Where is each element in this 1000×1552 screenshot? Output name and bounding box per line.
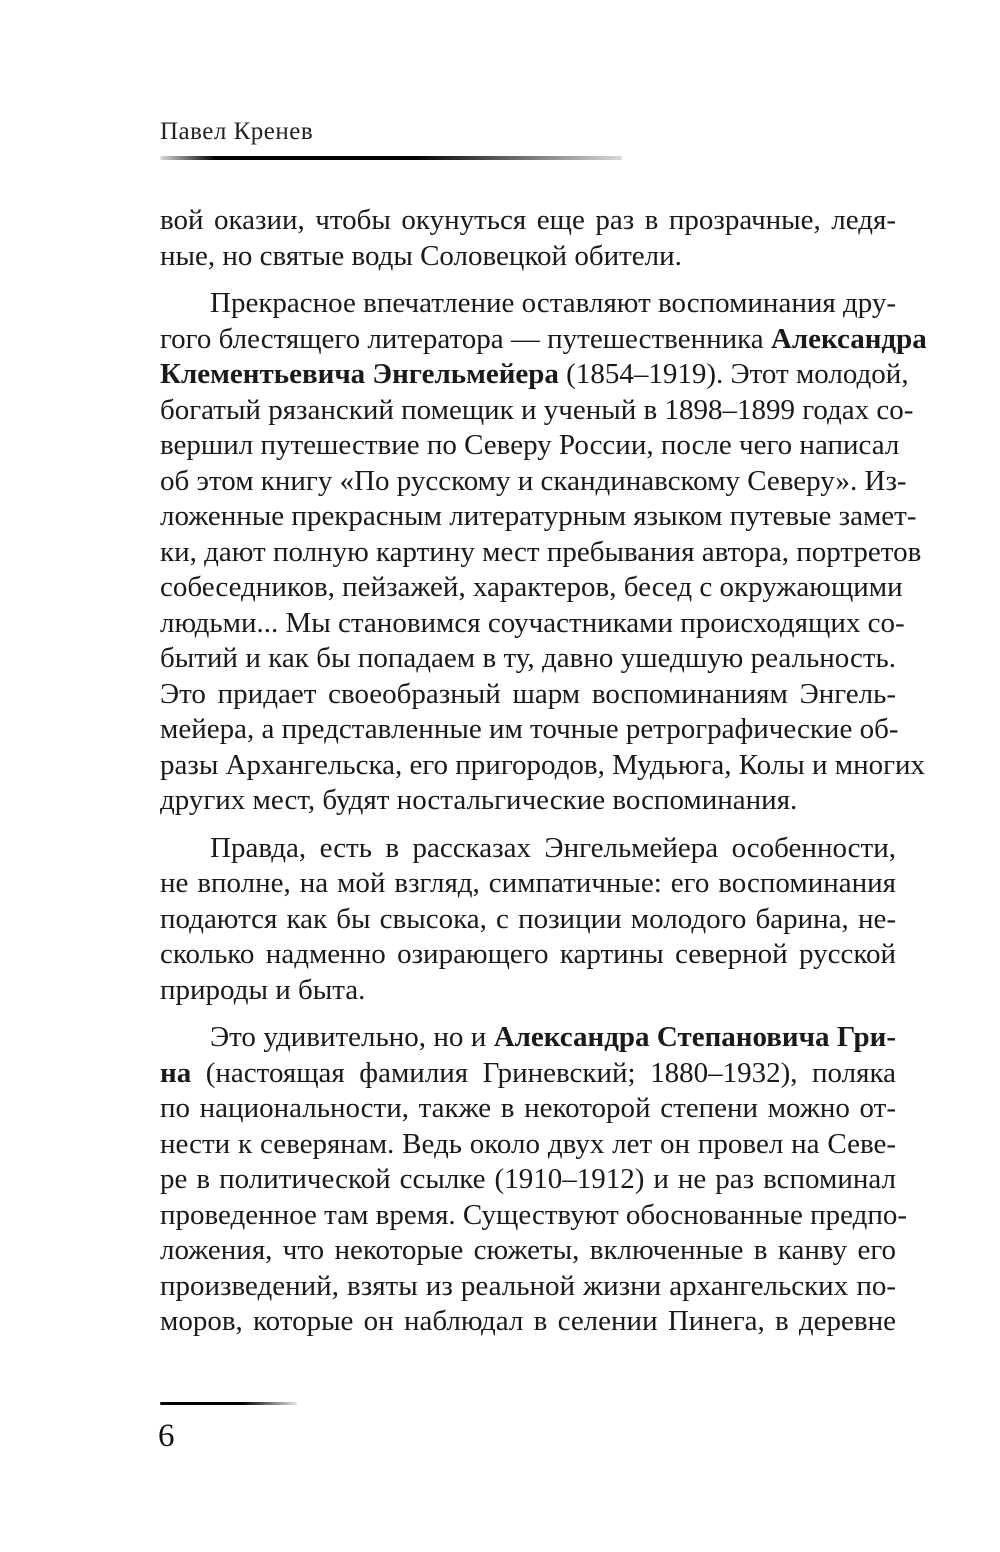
text-line: по национальности, также в некоторой степени можно от-	[160, 1092, 896, 1124]
running-head: Павел Кренев	[160, 118, 314, 145]
text-line: собеседников, пейзажей, характеров, бесед с окружающими	[160, 571, 903, 603]
text-line	[160, 322, 927, 358]
text-span: (1854–1919). Этот молодой,	[558, 358, 909, 390]
text-line: ки, дают полную картину мест пребывания автора, портретов	[160, 535, 922, 568]
text-line: нести к северянам. Ведь около двух лет он провел на Севе-	[160, 1127, 896, 1160]
text-line: об этом книгу «По русскому и скандинавскому Северу». Из-	[160, 464, 907, 497]
text-line: богатый рязанский помещик и ученый в 1898–1899 годах со-	[160, 393, 914, 426]
text-line: вершил путешествие по Северу России, после чего написал	[160, 429, 900, 461]
text-line: сколько надменно озирающего картины северной русской	[160, 938, 896, 970]
text-line	[160, 1056, 896, 1092]
text-line: произведений, взяты из реальной жизни архангельских по-	[160, 1269, 896, 1302]
text-line: проведенное там время. Существуют обоснованные предпо-	[160, 1198, 908, 1231]
footer-rule	[160, 1402, 297, 1405]
person-name-bold: Александра Степановича Гри-	[493, 1021, 896, 1053]
text-span: Это удивительно, но и	[210, 1021, 494, 1053]
header-rule	[160, 156, 622, 160]
text-line: не вполне, на мой взгляд, симпатичные: его воспоминания	[160, 867, 896, 899]
text-line: Это придает своеобразный шарм воспоминаниям Энгель-	[160, 677, 896, 710]
body-text	[160, 203, 927, 1340]
text-line: Правда, есть в рассказах Энгельмейера особенности,	[210, 831, 896, 864]
person-name-bold: Клементьевича Энгельмейера	[160, 358, 559, 390]
person-name-bold: Александра	[770, 322, 927, 355]
text-line: мейера, а представленные им точные ретрографические об-	[160, 713, 899, 745]
text-line	[160, 357, 909, 393]
page-number: 6	[158, 1418, 175, 1454]
text-line: природы и быта.	[160, 973, 366, 1006]
text-span: гого блестящего литератора — путешественника	[160, 322, 771, 355]
text-line: ложения, что некоторые сюжеты, включенные в канву его	[160, 1234, 896, 1266]
text-span: (настоящая фамилия Гриневский; 1880–1932), поляка	[191, 1056, 896, 1089]
text-line	[160, 1020, 896, 1056]
text-line: бытий и как бы попадаем в ту, давно ушедшую реальность.	[160, 642, 896, 674]
text-line: ложенные прекрасным литературным языком путевые замет-	[160, 500, 917, 532]
text-line: Прекрасное впечатление оставляют воспоминания дру-	[210, 287, 896, 319]
person-name-bold: на	[160, 1056, 192, 1089]
text-line: других мест, будят ностальгические воспоминания.	[160, 784, 798, 816]
text-line: моров, которые он наблюдал в селении Пинега, в деревне	[160, 1305, 896, 1337]
text-line: ные, но святые воды Соловецкой обители.	[160, 239, 682, 272]
text-line: людьми... Мы становимся соучастниками происходящих со-	[160, 606, 905, 639]
text-line: подаются как бы свысока, с позиции молодого барина, не-	[160, 902, 896, 935]
text-line: ре в политической ссылке (1910–1912) и не раз вспоминал	[160, 1163, 896, 1195]
text-line: вой оказии, чтобы окунуться еще раз в прозрачные, ледя-	[160, 204, 896, 236]
text-line: разы Архангельска, его пригородов, Мудьюга, Колы и многих	[160, 748, 926, 781]
